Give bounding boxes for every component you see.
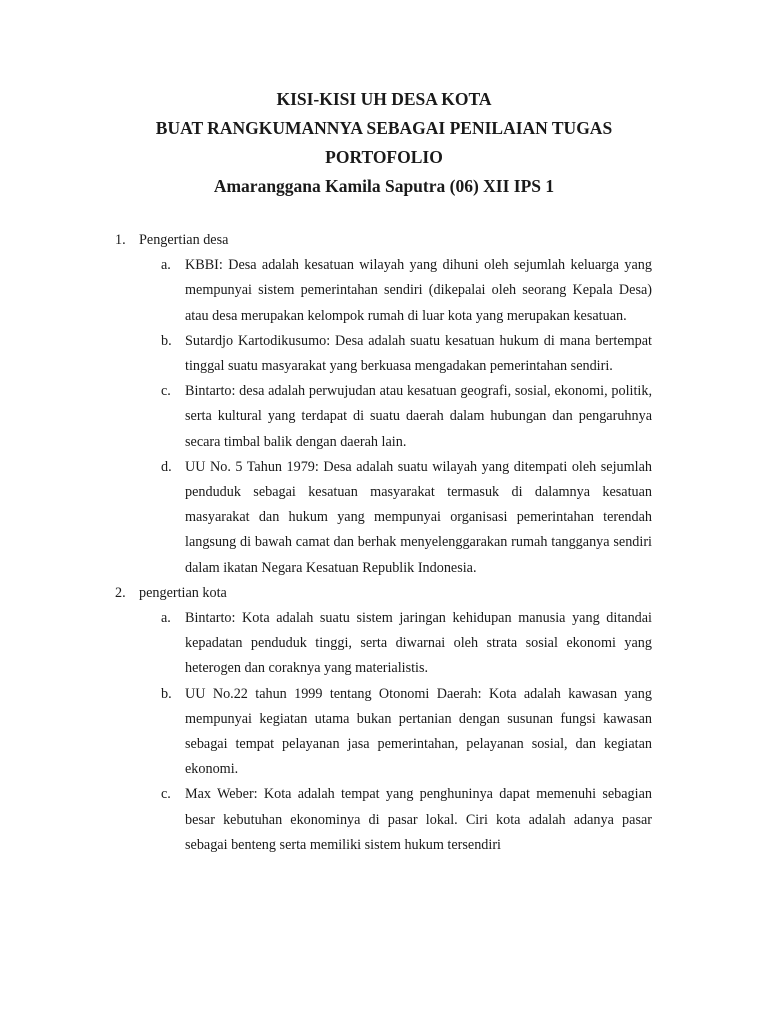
- author-line: Amaranggana Kamila Saputra (06) XII IPS 1: [213, 176, 555, 196]
- section-title: Pengertian desa: [139, 232, 229, 248]
- item-text: UU No. 5 Tahun 1979: Desa adalah suatu wilayah yang ditempati oleh sejumlah penduduk sebagai kesatuan masyarakat termasuk di dalamnya kesatuan masyarakat dan hukum yang mempunyai organisasi pemerintahan terendah langsung di bawah camat dan berhak menyelenggarakan rumah tangganya sendiri dalam ikatan Negara Kesatuan Republik Indonesia.: [185, 458, 652, 576]
- section-number: 1.: [115, 232, 126, 248]
- list-item: [0, 606, 652, 682]
- list-item: [0, 379, 652, 455]
- list-item: [0, 782, 652, 858]
- item-letter: b.: [161, 332, 172, 349]
- list-item: [0, 329, 652, 379]
- item-letter: c.: [161, 786, 171, 803]
- item-text: Sutardjo Kartodikusumo: Desa adalah suatu kesatuan hukum di mana bertempat tinggal suatu masyarakat yang berkuasa mengadakan pemerintahan sendiri.: [185, 332, 652, 375]
- title-line-2: BUAT RANGKUMANNYA SEBAGAI PENILAIAN TUGAS: [155, 118, 613, 138]
- section-1: [0, 228, 768, 581]
- document-header: [0, 85, 768, 201]
- title-line-3: PORTOFOLIO: [325, 147, 443, 167]
- list-item: [0, 682, 652, 783]
- item-letter: d.: [161, 458, 172, 475]
- title-line-1: KISI-KISI UH DESA KOTA: [276, 89, 492, 109]
- item-text: Bintarto: desa adalah perwujudan atau kesatuan geografi, sosial, ekonomi, politik, serta kultural yang terdapat di suatu daerah dalam hubungan dan pengaruhnya secara timbal balik dengan daerah lain.: [185, 383, 652, 450]
- item-text: Bintarto: Kota adalah suatu sistem jaringan kehidupan manusia yang ditandai kepadatan penduduk tinggi, serta diwarnai oleh strata sosial ekonomi yang heterogen dan coraknya yang materialistis.: [185, 610, 652, 677]
- item-text: Max Weber: Kota adalah tempat yang penghuninya dapat memenuhi sebagian besar kebutuhan ekonominya di pasar lokal. Ciri kota adalah adanya pasar sebagai benteng serta memiliki sistem hukum tersendiri: [185, 786, 652, 853]
- item-letter: c.: [161, 383, 171, 400]
- item-text: KBBI: Desa adalah kesatuan wilayah yang dihuni oleh sejumlah keluarga yang mempunyai sistem pemerintahan sendiri (dikepalai oleh seorang Kepala Desa) atau desa merupakan kelompok rumah di luar kota yang merupakan kesatuan.: [185, 257, 652, 324]
- item-text: UU No.22 tahun 1999 tentang Otonomi Daerah: Kota adalah kawasan yang mempunyai kegiatan utama bukan pertanian dengan susunan fungsi kawasan sebagai tempat pelayanan jasa pemerintahan, pelayanan sosial, dan kegiatan ekonomi.: [185, 685, 652, 778]
- section-title: pengertian kota: [139, 584, 227, 601]
- item-letter: a.: [161, 610, 171, 627]
- section-2: [0, 581, 768, 858]
- item-letter: b.: [161, 685, 172, 702]
- list-item: [0, 455, 652, 581]
- section-number: 2.: [115, 584, 126, 601]
- document-body: [0, 228, 768, 858]
- item-letter: a.: [161, 257, 171, 274]
- list-item: [0, 253, 652, 329]
